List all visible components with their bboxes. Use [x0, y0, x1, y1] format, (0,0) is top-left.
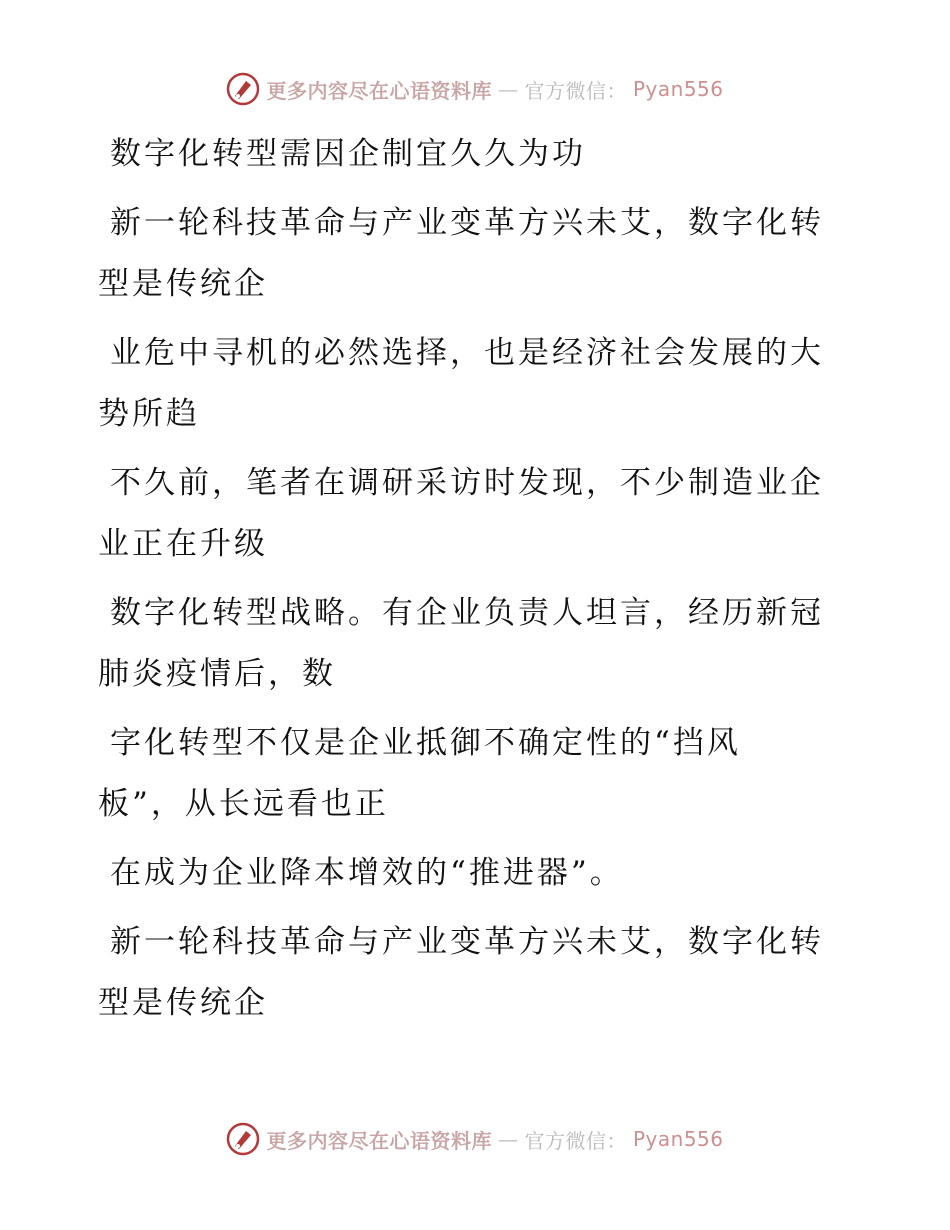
paragraph	[98, 713, 838, 835]
header-watermark	[0, 72, 950, 106]
paragraph-line: 数字化转型战略。有企业负责人坦言，经历新冠	[110, 595, 824, 631]
paragraph	[98, 583, 838, 705]
watermark-wechat-id: Pyan556	[632, 1127, 724, 1151]
paragraph-line: 字化转型不仅是企业抵御不确定性的“挡风	[110, 725, 741, 761]
paragraph	[98, 843, 838, 904]
watermark-text: 更多内容尽在心语资料库	[266, 78, 492, 103]
paragraph-line: 势所趋	[98, 396, 200, 432]
document-body	[98, 124, 838, 1042]
paragraph-line: 在成为企业降本增效的“推进器”。	[110, 855, 624, 891]
pen-logo-icon	[226, 72, 260, 106]
paragraph	[98, 193, 838, 315]
paragraph-line: 板”，从长远看也正	[98, 786, 389, 822]
watermark-wechat-label: 官方微信：	[524, 78, 627, 103]
paragraph-line: 型是传统企	[98, 985, 268, 1021]
watermark-wechat-id: Pyan556	[632, 77, 724, 101]
watermark-separator: —	[497, 1127, 519, 1151]
watermark-text: 更多内容尽在心语资料库	[266, 1128, 492, 1153]
paragraph	[98, 323, 838, 445]
paragraph-line: 新一轮科技革命与产业变革方兴未艾，数字化转	[110, 205, 824, 241]
paragraph-line: 业危中寻机的必然选择，也是经济社会发展的大	[110, 335, 824, 371]
paragraph	[98, 453, 838, 575]
watermark-wechat-label: 官方微信：	[524, 1128, 627, 1153]
footer-watermark	[0, 1122, 950, 1156]
paragraph-line: 业正在升级	[98, 526, 268, 562]
paragraph-line: 不久前，笔者在调研采访时发现，不少制造业企	[110, 465, 824, 501]
paragraph-line: 新一轮科技革命与产业变革方兴未艾，数字化转	[110, 924, 824, 960]
watermark-separator: —	[497, 77, 519, 101]
paragraph-line: 数字化转型需因企制宜久久为功	[110, 136, 586, 172]
paragraph	[98, 912, 838, 1034]
pen-logo-icon	[226, 1122, 260, 1156]
paragraph-line: 肺炎疫情后，数	[98, 656, 336, 692]
paragraph	[98, 124, 838, 185]
paragraph-line: 型是传统企	[98, 266, 268, 302]
